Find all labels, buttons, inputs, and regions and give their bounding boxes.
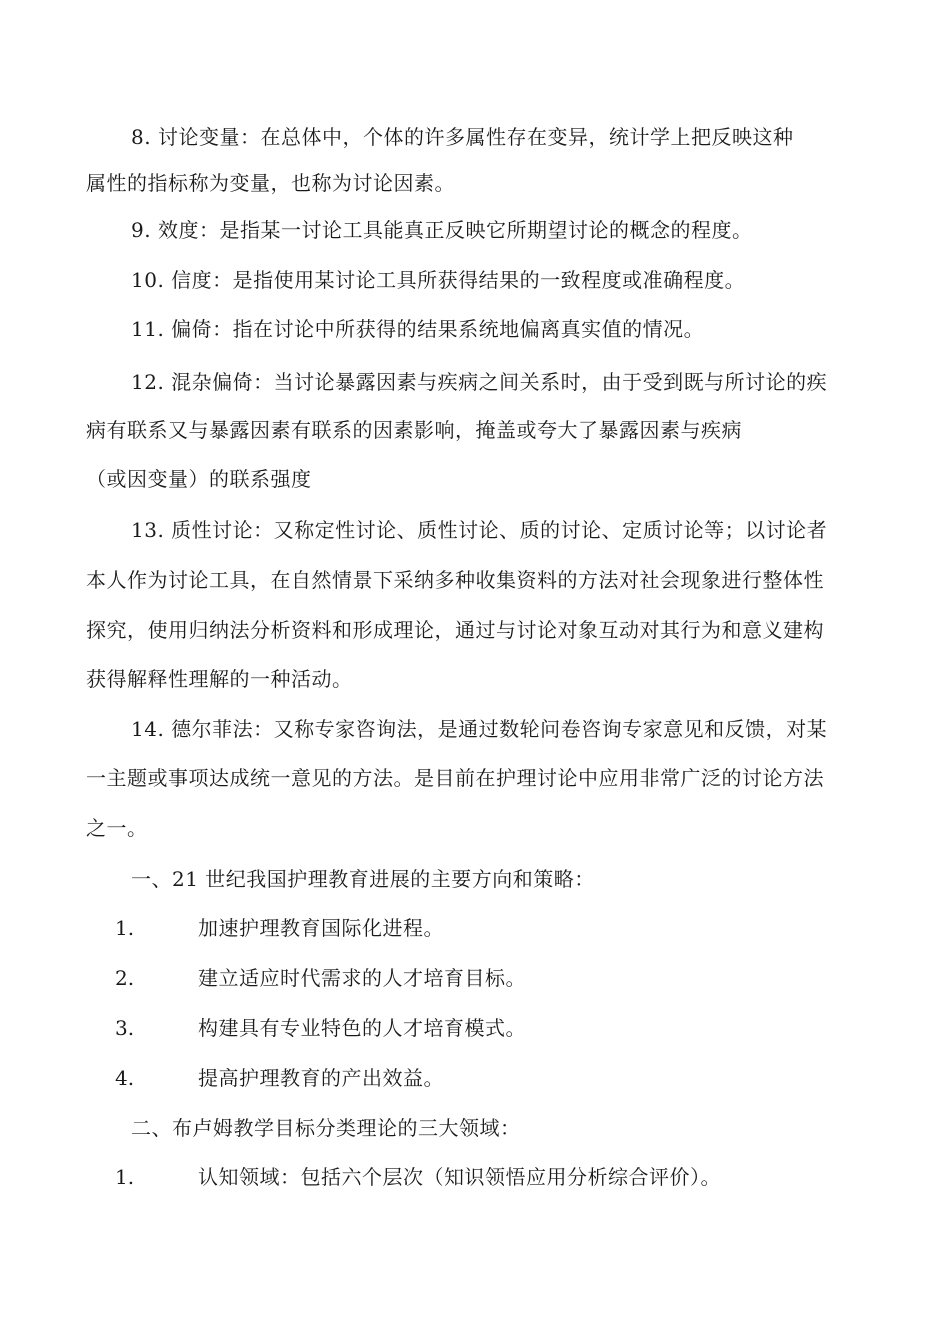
definition-9: 9. 效度：是指某一讨论工具能真正反映它所期望讨论的概念的程度。 — [131, 218, 753, 242]
section-2-item-1-number: 1. — [115, 1165, 135, 1189]
section-1-item-1-number: 1. — [115, 916, 135, 940]
section-1-item-4-text: 提高护理教育的产出效益。 — [198, 1066, 444, 1090]
section-1-item-2-text: 建立适应时代需求的人才培育目标。 — [198, 966, 526, 990]
definition-14-line-3: 之一。 — [86, 816, 148, 840]
definition-12-line-3: （或因变量）的联系强度 — [86, 467, 312, 491]
section-1-item-4-number: 4. — [115, 1066, 135, 1090]
definition-13-line-2: 本人作为讨论工具，在自然情景下采纳多种收集资料的方法对社会现象进行整体性 — [86, 568, 824, 592]
definition-14-line-2: 一主题或事项达成统一意见的方法。是目前在护理讨论中应用非常广泛的讨论方法 — [86, 766, 824, 790]
section-1-item-3-text: 构建具有专业特色的人才培育模式。 — [198, 1016, 526, 1040]
definition-12-line-1: 12. 混杂偏倚：当讨论暴露因素与疾病之间关系时，由于受到既与所讨论的疾 — [131, 370, 828, 394]
section-2-item-1-text: 认知领域：包括六个层次（知识领悟应用分析综合评价）。 — [198, 1165, 721, 1189]
definition-8-line-1: 8. 讨论变量：在总体中，个体的许多属性存在变异，统计学上把反映这种 — [131, 125, 794, 149]
section-1-item-1-text: 加速护理教育国际化进程。 — [198, 916, 444, 940]
definition-14-line-1: 14. 德尔菲法：又称专家咨询法，是通过数轮问卷咨询专家意见和反馈，对某 — [131, 717, 828, 741]
definition-13-line-4: 获得解释性理解的一种活动。 — [86, 667, 353, 691]
definition-8-line-2: 属性的指标称为变量，也称为讨论因素。 — [86, 171, 455, 195]
definition-13-line-1: 13. 质性讨论：又称定性讨论、质性讨论、质的讨论、定质讨论等；以讨论者 — [131, 518, 828, 542]
definition-11: 11. 偏倚：指在讨论中所获得的结果系统地偏离真实值的情况。 — [131, 317, 705, 341]
section-1-item-2-number: 2. — [115, 966, 135, 990]
section-2-heading: 二、布卢姆教学目标分类理论的三大领域： — [131, 1116, 521, 1140]
definition-10: 10. 信度：是指使用某讨论工具所获得结果的一致程度或准确程度。 — [131, 268, 746, 292]
section-1-item-3-number: 3. — [115, 1016, 135, 1040]
section-1-heading: 一、21 世纪我国护理教育进展的主要方向和策略： — [131, 867, 595, 891]
definition-13-line-3: 探究，使用归纳法分析资料和形成理论，通过与讨论对象互动对其行为和意义建构 — [86, 618, 824, 642]
definition-12-line-2: 病有联系又与暴露因素有联系的因素影响，掩盖或夸大了暴露因素与疾病 — [86, 418, 742, 442]
